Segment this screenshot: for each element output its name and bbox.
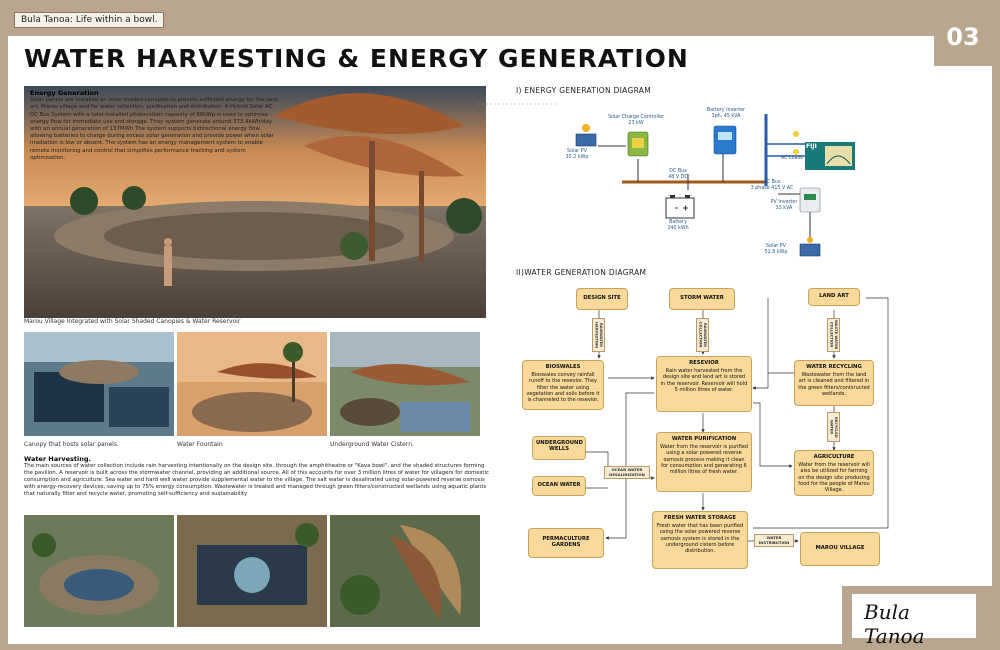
waste-water-collection-tag: WASTE WATER COLLECTION bbox=[827, 318, 840, 352]
rainwater-harvesting-tag: RAINWATER HARVESTING bbox=[592, 318, 605, 352]
permaculture-gardens-box bbox=[528, 528, 604, 558]
canopy-caption: Canopy that hosts solar panels. bbox=[24, 441, 119, 448]
battery-label: Battery 240 kWh bbox=[667, 220, 689, 231]
energy-diagram-title: I) ENERGY GENERATION DIAGRAM bbox=[516, 86, 651, 95]
water-purification-body: Water from the reservoir is purified using a solar powered reverse osmosis process making it clean for consumption and generating 6 million litres of fresh water. bbox=[660, 444, 748, 476]
logo bbox=[852, 594, 976, 648]
charge-controller-label: Solar Charge Controller 23 kW bbox=[607, 115, 665, 126]
agriculture-title: AGRICULTURE bbox=[813, 454, 855, 460]
fresh-water-storage-body: Fresh water that has been purified using the solar powered reverse osmosis system is stored in the underground cistern before distribution. bbox=[656, 523, 744, 555]
water-recycling-title: WATER RECYCLING bbox=[806, 364, 862, 370]
reservoir-box bbox=[656, 356, 752, 412]
fresh-water-storage-box bbox=[652, 511, 748, 569]
land-art-box bbox=[808, 288, 860, 306]
permaculture-gardens-label: PERMACULTURE GARDENS bbox=[542, 536, 590, 549]
agriculture-box bbox=[794, 450, 874, 496]
cistern-caption: Underground Water Cistern. bbox=[330, 441, 414, 448]
bioswales-box bbox=[522, 360, 604, 410]
fresh-water-storage-title: FRESH WATER STORAGE bbox=[664, 515, 736, 521]
page-number: 03 bbox=[934, 8, 992, 66]
water-purification-box bbox=[656, 432, 752, 492]
water-heading: Water Harvesting. bbox=[24, 455, 91, 463]
ocean-desalinization-tag: OCEAN WATER DESALINIZATION bbox=[604, 466, 650, 479]
water-diagram-title: II)WATER GENERATION DIAGRAM bbox=[516, 268, 647, 277]
underground-wells-box bbox=[532, 436, 586, 460]
tagline: Bula Tanoa: Life within a bowl. bbox=[14, 12, 164, 28]
marou-village-box bbox=[800, 532, 880, 566]
rainwater-collection-tag: RAINWATER COLLECTION bbox=[696, 318, 709, 352]
water-distribution-tag: WATER DISTRIBUTION bbox=[754, 534, 794, 547]
battery-inverter-label: Battery Inverter 3ph, 45 kVA bbox=[706, 108, 746, 119]
solar-pv-2-label: Solar PV 52.8 kWp bbox=[764, 244, 788, 255]
ocean-water-label: OCEAN WATER bbox=[537, 482, 581, 488]
pv-inverter-label: PV Inverter 33 kVA bbox=[770, 200, 798, 211]
main-render-caption: Marou Village Integrated with Solar Shaded Canopies & Water Reservoir bbox=[24, 318, 241, 325]
water-body: The main sources of water collection include rain harvesting intentionally on the design site, through the amphitheatre or "Kava bowl", and the shaded structures forming the pavilion. A reservoir is built across the stormwater channel, providing an additional source. All of this accounts for over 3 million litres of water for villagers for domestic consumption and agriculture. Sea water and hard well water provide supplemental water to the village. The salt water is desalinated using solar-powered reverse osmosis with energy-recovery devices, saving up to 75% energy consumption. Wastewater is treated and managed through green filters/constructed wetlands using aquatic plants that naturally filter and recycle water, promoting self-sufficiency and sustainability bbox=[24, 463, 490, 497]
design-site-box bbox=[576, 288, 628, 310]
underground-wells-label: UNDERGROUND WELLS bbox=[536, 440, 583, 453]
energy-body: Solar panels are installed on solar shaded canopies to provide sufficient energy for the land art, Marou village and for water collection, purification and distribution. A Hybrid Solar AC-DC Bus System with a total installed photovoltaic capacity of 88kWp is used to optimise energy flow for immediate use and storage. They system generate around 373.4kWh/day with an annual generation of 137MWh The system supports bidirectional energy flow, allowing batteries to charge during excess solar generation and provide power when solar irradiation is low or absent. The system has an energy management system to enable remote monitoring and control that simplifies performance tracking and system optimisation. bbox=[30, 97, 278, 161]
ac-bus-label: AC Bus 3 phase 415 V AC bbox=[750, 180, 794, 191]
solar-pv-1-label: Solar PV 35.2 kWp bbox=[565, 149, 589, 160]
water-recycling-box bbox=[794, 360, 874, 406]
dc-bus-label: DC Bus 48 V DC bbox=[668, 169, 688, 180]
logo-text: Bula Tanoa bbox=[864, 600, 925, 648]
storm-water-label: STORM WATER bbox=[680, 295, 724, 301]
design-site-label: DESIGN SITE bbox=[583, 295, 621, 301]
marou-village-label: MAROU VILLAGE bbox=[815, 545, 865, 551]
land-art-label: LAND ART bbox=[819, 293, 849, 299]
recycled-water-tag: RECYCLED WATER bbox=[827, 412, 840, 442]
ocean-water-box bbox=[532, 476, 586, 496]
agriculture-body: Water from the reservoir will also be utilized for farming on the design site producing food for the people of Marou Village. bbox=[798, 462, 870, 494]
water-recycling-body: Wastewater from the land art is cleaned and filtered in the green filters/contsructed wetlands. bbox=[798, 372, 870, 397]
ac-loads-label: AC Loads bbox=[780, 156, 804, 161]
reservoir-title: RESEVIOR bbox=[689, 360, 719, 366]
water-purification-title: WATER PURIFICATION bbox=[671, 436, 737, 442]
storm-water-box bbox=[669, 288, 735, 310]
energy-heading: Energy Generation bbox=[30, 89, 99, 97]
poster-page bbox=[8, 8, 992, 648]
reservoir-body: Rain water harvested from the design site and land art is stored in the reservoir. Reservoir will hold 5 million litres of water. bbox=[660, 368, 748, 393]
logo-panel bbox=[842, 586, 992, 648]
bioswales-body: Bioswales convey rainfall runoff to the resevior. They filter the water using vegetation and soils before it is channeled to the resevior. bbox=[526, 372, 600, 404]
fountain-caption: Water Fountain bbox=[177, 441, 223, 448]
bioswales-title: BIOSWALES bbox=[545, 364, 581, 370]
page-title: WATER HARVESTING & ENERGY GENERATION bbox=[24, 44, 689, 73]
fiji-sign-text: FIJI bbox=[806, 143, 817, 150]
